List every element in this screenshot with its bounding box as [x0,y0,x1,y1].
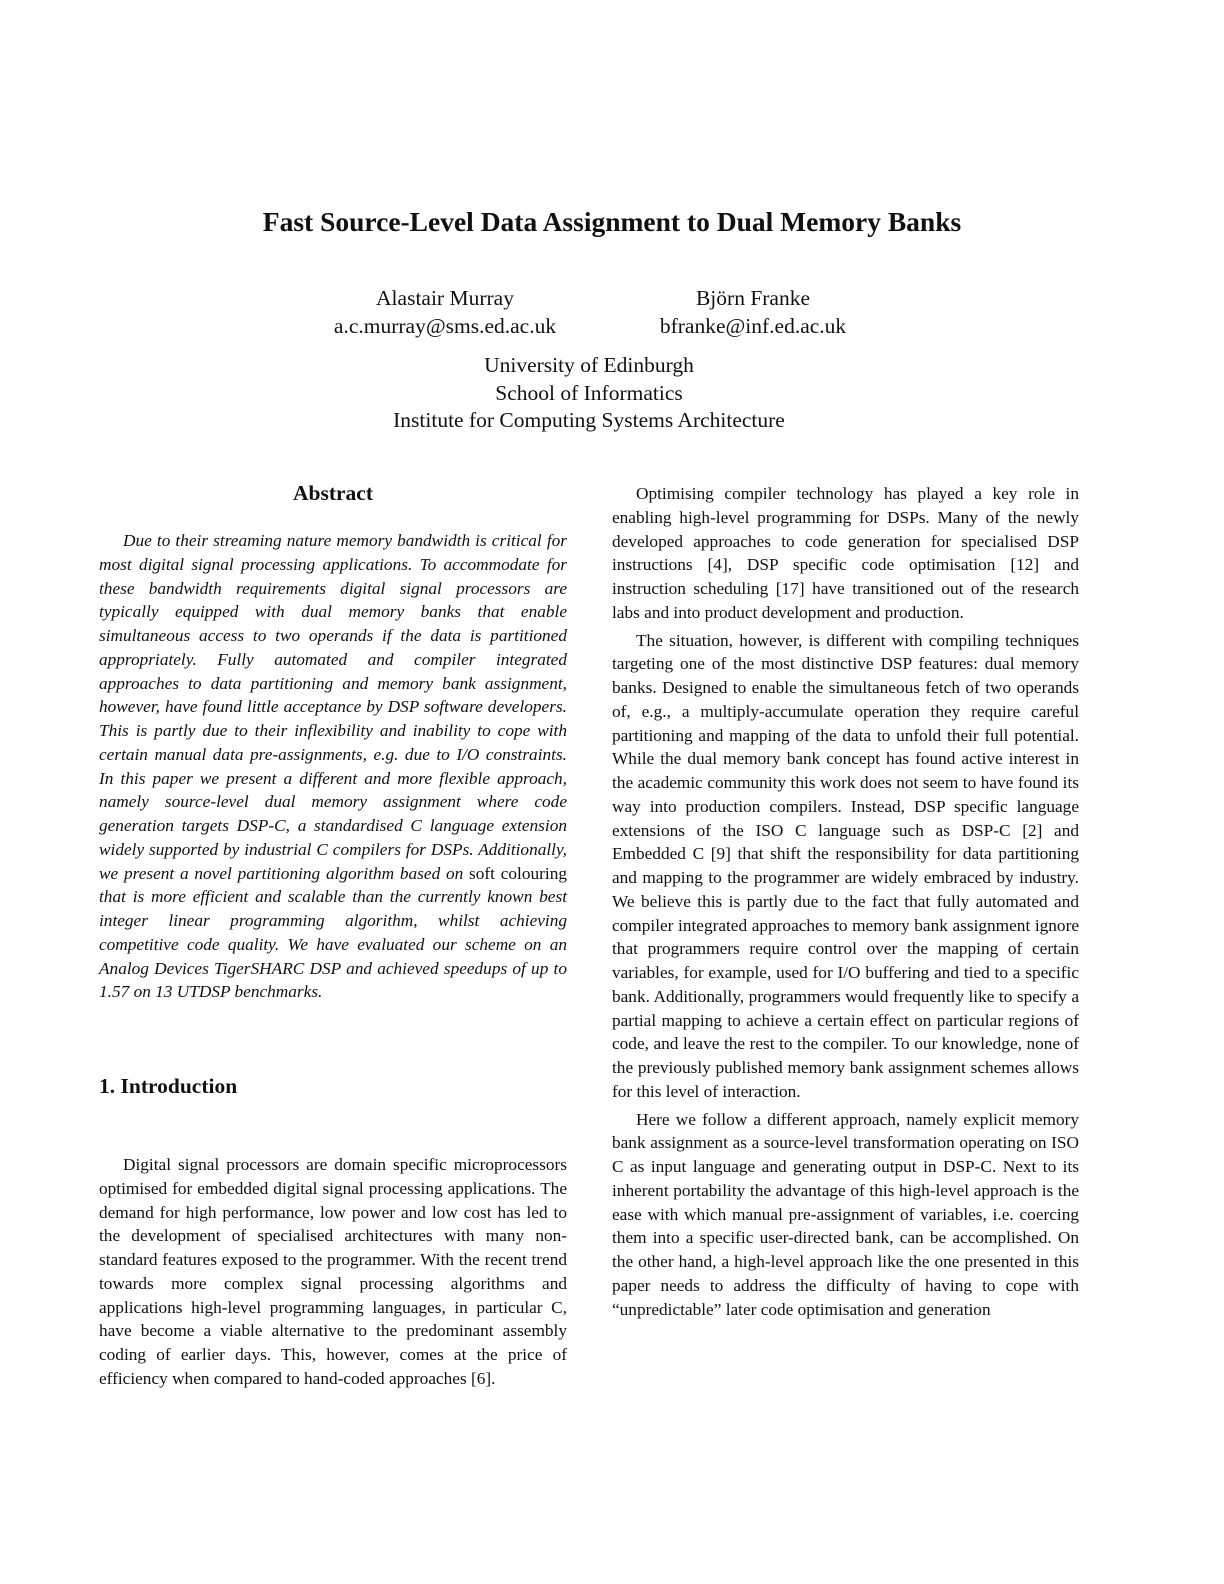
right-column [612,482,1079,1325]
abstract-text [99,529,567,1004]
body-paragraph: Digital signal processors are domain specific microprocessors optimised for embedded digital signal processing applications. The demand for high performance, low power and low cost has led to the development of specialised architectures with many non-standard features exposed to the programmer. With the recent trend towards more complex signal processing algorithms and applications high-level programming languages, in particular C, have become a viable alternative to the predominant assembly coding of earlier days. This, however, comes at the price of efficiency when compared to hand-coded approaches [6]. [99,1155,567,1388]
affiliation-block [0,352,1178,435]
affiliation-school: School of Informatics [495,380,683,405]
author-block-1 [300,284,590,340]
affiliation-institute: Institute for Computing Systems Architecture [393,408,785,432]
abstract-heading: Abstract [292,481,373,505]
body-paragraph: Here we follow a different approach, namely explicit memory bank assignment as a source-level transformation operating on ISO C as input language and generating output in DSP-C. Next to its inherent portability the advantage of this high-level approach is the ease with which manual pre-assignment of variables, i.e. coercing them into a specific user-directed bank, can be accomplished. On the other hand, a high-level approach like the one presented in this paper needs to address the difficulty of having to cope with “unpredictable” later code optimisation and generation [612,1109,1079,1319]
abstract-text-part1: Due to their streaming nature memory bandwidth is critical for most digital signal processing applications. To accommodate for these bandwidth requirements digital signal processors are typically equipped with dual memory banks that enable simultaneous access to two operands if the data is partitioned appropriately. Fully automated and compiler integrated approaches to data partitioning and memory bank assignment, however, have found little acceptance by DSP software developers. This is partly due to their inflexibility and inability to cope with certain manual data pre-assignments, e.g. due to I/O constraints. In this paper we present a different and more flexible approach, namely source-level dual memory assignment where code generation targets DSP-C, a standardised C language extension widely supported by industrial C compilers for DSPs. Additionally, we present a novel partitioning algorithm based on [99,531,567,883]
author-email: a.c.murray@sms.ed.ac.uk [333,314,557,338]
affiliation-university: University of Edinburgh [484,353,694,377]
author-block-2 [630,284,876,340]
abstract-text-part2: that is more efficient and scalable than the currently known best integer linear programming algorithm, whilst achieving competitive code quality. We have evaluated our scheme on an Analog Devices TigerSHARC DSP and achieved speedups of up to 1.57 on 13 UTDSP benchmarks. [99,887,567,1002]
author-name: Björn Franke [695,286,811,310]
author-name: Alastair Murray [376,286,514,310]
section-heading-introduction: 1. Introduction [99,1074,238,1098]
body-paragraph: The situation, however, is different with compiling techniques targeting one of the most distinctive DSP features: dual memory banks. Designed to enable the simultaneous fetch of two operands of, e.g., a multiply-accumulate operation they require careful partitioning and mapping of the data to unfold their full potential. While the dual memory bank concept has found active interest in the academic community this work does not seem to have found its way into production compilers. Instead, DSP specific language extensions of the ISO C language such as DSP-C [2] and Embedded C [9] that shift the responsibility for data partitioning and mapping to the programmer are widely embraced by industry. We believe this is partly due to the fact that fully automated and compiler integrated approaches to memory bank assignment ignore that programmers require control over the mapping of certain variables, for example, used for I/O buffering and tied to a specific bank. Additionally, programmers would frequently like to specify a partial mapping to achieve a certain effect on particular regions of code, and leave the rest to the compiler. To our knowledge, none of the previously published memory bank assignment schemes allows for this level of interaction. [612,630,1079,1101]
body-paragraph: Optimising compiler technology has played a key role in enabling high-level programming for DSPs. Many of the newly developed approaches to code generation for specialised DSP instructions [4], DSP specific code optimisation [12] and instruction scheduling [17] have transitioned out of the research labs and into product development and production. [612,484,1079,622]
abstract-emphasis: soft colouring [469,863,567,883]
author-email: bfranke@inf.ed.ac.uk [659,314,847,338]
paper-title: Fast Source-Level Data Assignment to Dual Memory Banks [262,206,962,237]
